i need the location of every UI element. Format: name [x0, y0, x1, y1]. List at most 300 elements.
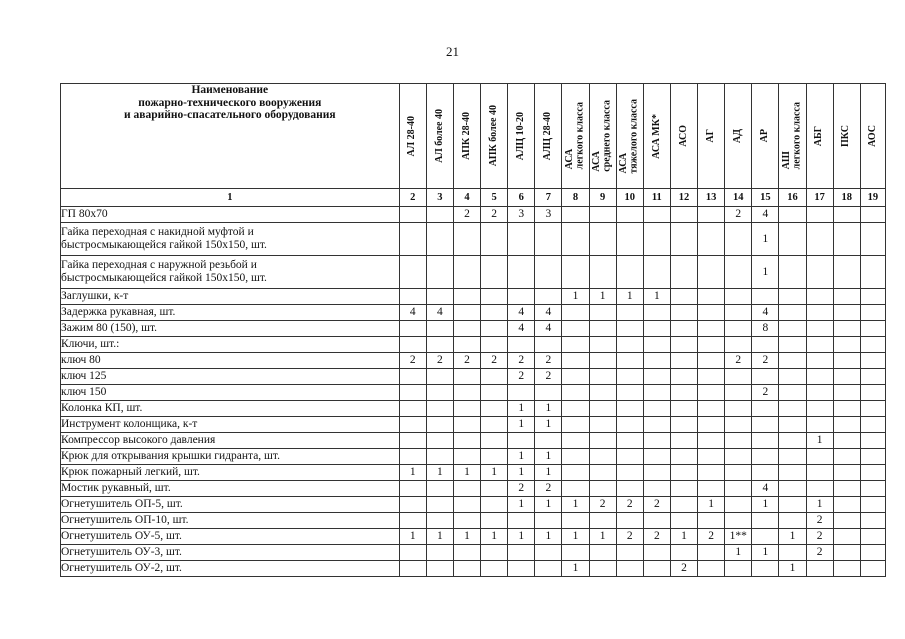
row-value [670, 545, 697, 561]
row-value: 1 [508, 497, 535, 513]
row-value [779, 223, 806, 256]
row-value [453, 256, 480, 289]
table-row [61, 545, 886, 561]
row-value: 2 [399, 353, 426, 369]
row-value [725, 223, 752, 256]
row-value [426, 223, 453, 256]
column-header [643, 84, 670, 189]
row-value [481, 289, 508, 305]
row-value [725, 417, 752, 433]
row-value [806, 321, 833, 337]
column-header [779, 84, 806, 189]
row-value [562, 337, 589, 353]
row-value [833, 529, 860, 545]
row-value [616, 401, 643, 417]
row-value: 1 [535, 497, 562, 513]
row-value [453, 401, 480, 417]
row-value [399, 433, 426, 449]
row-value: 2 [616, 529, 643, 545]
row-value: 1 [508, 401, 535, 417]
column-header [535, 84, 562, 189]
row-value: 2 [752, 385, 779, 401]
row-value [833, 337, 860, 353]
row-value: 2 [752, 353, 779, 369]
row-value [399, 369, 426, 385]
table-row [61, 481, 886, 497]
column-header [860, 84, 885, 189]
column-header [562, 84, 589, 189]
row-value: 2 [508, 481, 535, 497]
row-value [779, 417, 806, 433]
row-value [670, 337, 697, 353]
row-value [860, 385, 885, 401]
column-header [589, 84, 616, 189]
column-number: 13 [698, 189, 725, 207]
row-value [616, 256, 643, 289]
row-value: 1 [508, 529, 535, 545]
row-value: 3 [535, 207, 562, 223]
row-value [589, 465, 616, 481]
row-value [806, 223, 833, 256]
row-value [589, 417, 616, 433]
column-header-label: АПК 28-40 [460, 112, 472, 160]
row-value [426, 433, 453, 449]
column-number: 2 [399, 189, 426, 207]
row-value [562, 433, 589, 449]
column-header-label: АСА тяжелого класса [618, 98, 640, 174]
row-value [752, 433, 779, 449]
row-value [860, 256, 885, 289]
row-value: 2 [725, 353, 752, 369]
row-name: Огнетушитель ОУ-5, шт. [61, 529, 400, 545]
row-value: 2 [535, 481, 562, 497]
row-value [698, 321, 725, 337]
row-value [670, 207, 697, 223]
row-value [806, 289, 833, 305]
row-value [806, 385, 833, 401]
row-value: 1 [535, 401, 562, 417]
row-value [779, 385, 806, 401]
row-value [670, 417, 697, 433]
column-number: 11 [643, 189, 670, 207]
row-value [833, 481, 860, 497]
row-value [698, 337, 725, 353]
row-value [670, 401, 697, 417]
row-value [698, 433, 725, 449]
column-number-row [61, 189, 886, 207]
row-value: 1 [806, 433, 833, 449]
row-value [698, 449, 725, 465]
column-number: 10 [616, 189, 643, 207]
row-value [670, 433, 697, 449]
row-value [752, 289, 779, 305]
column-number: 14 [725, 189, 752, 207]
row-value [698, 353, 725, 369]
row-value: 1 [643, 289, 670, 305]
row-value [426, 369, 453, 385]
table-row [61, 529, 886, 545]
row-value [562, 465, 589, 481]
row-value [725, 401, 752, 417]
row-value [399, 561, 426, 577]
row-value: 4 [535, 321, 562, 337]
row-value [806, 449, 833, 465]
row-value [779, 321, 806, 337]
row-value [670, 321, 697, 337]
column-header-label: АЛЦ 10-20 [514, 111, 526, 161]
row-value [698, 289, 725, 305]
row-value [670, 305, 697, 321]
column-header-label: АГ [704, 129, 716, 143]
table-row [61, 433, 886, 449]
column-header-label: АЛЦ 28-40 [542, 111, 554, 161]
row-value: 2 [806, 529, 833, 545]
row-value: 1 [535, 465, 562, 481]
row-value [806, 337, 833, 353]
table-row [61, 223, 886, 256]
row-value [698, 207, 725, 223]
column-header-label: АСА МК* [650, 113, 662, 159]
row-value [725, 465, 752, 481]
row-value [698, 223, 725, 256]
row-value [698, 305, 725, 321]
row-value [752, 513, 779, 529]
row-value: 2 [806, 545, 833, 561]
row-name: Гайка переходная с наружной резьбой и быстросмыкающейся гайкой 150х150, шт. [61, 256, 400, 289]
row-value [481, 545, 508, 561]
row-value [670, 369, 697, 385]
row-value [806, 417, 833, 433]
column-number: 6 [508, 189, 535, 207]
row-value: 1 [779, 529, 806, 545]
row-value [589, 545, 616, 561]
row-value [643, 561, 670, 577]
row-value [426, 385, 453, 401]
row-value [725, 321, 752, 337]
row-value: 1 [752, 497, 779, 513]
row-value: 2 [698, 529, 725, 545]
row-value [806, 401, 833, 417]
row-value [860, 513, 885, 529]
row-value [806, 256, 833, 289]
row-value [481, 385, 508, 401]
row-value [453, 305, 480, 321]
row-value: 1 [752, 223, 779, 256]
row-value [562, 305, 589, 321]
row-value: 1 [481, 465, 508, 481]
row-value [833, 321, 860, 337]
column-number: 7 [535, 189, 562, 207]
row-value [426, 289, 453, 305]
row-value [860, 337, 885, 353]
table-row [61, 401, 886, 417]
column-header-label: АШ легкого класса [780, 102, 803, 170]
row-value [426, 207, 453, 223]
row-name: Крюк пожарный легкий, шт. [61, 465, 400, 481]
row-value [725, 561, 752, 577]
row-value: 4 [426, 305, 453, 321]
row-value [616, 337, 643, 353]
name-column-header [61, 84, 400, 189]
row-value [453, 433, 480, 449]
row-name: Гайка переходная с накидной муфтой и быстросмыкающейся гайкой 150х150, шт. [61, 223, 400, 256]
row-value [399, 513, 426, 529]
row-name: Ключи, шт.: [61, 337, 400, 353]
table-row [61, 321, 886, 337]
row-value [616, 433, 643, 449]
table-row [61, 207, 886, 223]
row-value: 2 [725, 207, 752, 223]
row-value [860, 545, 885, 561]
row-value [616, 305, 643, 321]
row-value [589, 401, 616, 417]
row-value [643, 433, 670, 449]
row-value [670, 513, 697, 529]
row-value [426, 561, 453, 577]
row-value: 1 [481, 529, 508, 545]
row-value [453, 289, 480, 305]
row-value [860, 529, 885, 545]
row-value [562, 369, 589, 385]
column-header [616, 84, 643, 189]
row-value [426, 513, 453, 529]
column-header [453, 84, 480, 189]
row-value [643, 305, 670, 321]
row-value [725, 337, 752, 353]
row-value [426, 481, 453, 497]
row-value: 2 [643, 529, 670, 545]
row-value [535, 561, 562, 577]
row-value [860, 305, 885, 321]
row-value [779, 207, 806, 223]
row-value [562, 256, 589, 289]
row-value [481, 481, 508, 497]
row-value [399, 256, 426, 289]
column-header-label: АЛ более 40 [433, 109, 445, 163]
row-value [535, 545, 562, 561]
column-number: 1 [61, 189, 400, 207]
row-value: 2 [426, 353, 453, 369]
row-value [643, 207, 670, 223]
name-column-header-text: Наименование пожарно-технического вооружения и аварийно-спасательного оборудования [124, 84, 336, 122]
row-value [725, 369, 752, 385]
row-value [725, 513, 752, 529]
table-row [61, 369, 886, 385]
row-value [779, 289, 806, 305]
row-value: 2 [481, 353, 508, 369]
row-value [562, 207, 589, 223]
table-row [61, 353, 886, 369]
row-value: 1 [562, 289, 589, 305]
row-value [562, 353, 589, 369]
row-value: 1 [589, 289, 616, 305]
row-value [698, 385, 725, 401]
row-value [860, 289, 885, 305]
row-value [616, 449, 643, 465]
row-value [860, 417, 885, 433]
row-value: 2 [616, 497, 643, 513]
column-header [508, 84, 535, 189]
row-value [860, 481, 885, 497]
row-value [399, 417, 426, 433]
column-header [725, 84, 752, 189]
row-value: 1 [779, 561, 806, 577]
row-value [589, 449, 616, 465]
row-value [426, 497, 453, 513]
column-header-label: АБГ [813, 125, 825, 147]
row-value [752, 465, 779, 481]
row-name: Огнетушитель ОП-10, шт. [61, 513, 400, 529]
row-value [779, 497, 806, 513]
row-value [806, 561, 833, 577]
row-value [643, 481, 670, 497]
row-value: 1 [752, 256, 779, 289]
row-value [616, 223, 643, 256]
row-value [806, 369, 833, 385]
row-value [481, 337, 508, 353]
row-value: 1 [453, 465, 480, 481]
row-value [589, 353, 616, 369]
row-value: 2 [589, 497, 616, 513]
row-value [860, 465, 885, 481]
row-value [752, 401, 779, 417]
row-value: 1 [616, 289, 643, 305]
column-header-label: АПК более 40 [487, 105, 499, 167]
row-value [616, 417, 643, 433]
row-value [426, 545, 453, 561]
row-value: 3 [508, 207, 535, 223]
row-value [779, 353, 806, 369]
column-number: 16 [779, 189, 806, 207]
row-name: Огнетушитель ОП-5, шт. [61, 497, 400, 513]
row-value [860, 353, 885, 369]
row-name: Компрессор высокого давления [61, 433, 400, 449]
row-value [508, 433, 535, 449]
column-number: 3 [426, 189, 453, 207]
row-name: Огнетушитель ОУ-3, шт. [61, 545, 400, 561]
row-value [562, 449, 589, 465]
row-value [833, 289, 860, 305]
column-number: 9 [589, 189, 616, 207]
row-value [833, 465, 860, 481]
row-value [752, 529, 779, 545]
table-row [61, 449, 886, 465]
column-header-label: АСА легкого класса [563, 102, 586, 170]
row-value: 1 [399, 529, 426, 545]
column-header [698, 84, 725, 189]
row-value [508, 256, 535, 289]
row-value [453, 561, 480, 577]
row-value [779, 337, 806, 353]
row-value [399, 481, 426, 497]
row-value: 2 [806, 513, 833, 529]
row-value [833, 401, 860, 417]
table-row [61, 305, 886, 321]
row-value [752, 337, 779, 353]
row-value [643, 256, 670, 289]
row-value [481, 497, 508, 513]
row-name: Огнетушитель ОУ-2, шт. [61, 561, 400, 577]
row-value: 2 [508, 369, 535, 385]
row-value [453, 337, 480, 353]
table-body [61, 207, 886, 577]
row-value [426, 401, 453, 417]
row-value [481, 401, 508, 417]
row-value [833, 545, 860, 561]
row-value [643, 417, 670, 433]
row-value [670, 385, 697, 401]
row-value [589, 305, 616, 321]
row-value [860, 223, 885, 256]
row-value [535, 223, 562, 256]
row-value [399, 385, 426, 401]
row-value: 1 [562, 497, 589, 513]
row-value [725, 256, 752, 289]
row-value [833, 207, 860, 223]
column-header-label: АР [759, 129, 771, 143]
row-value [508, 545, 535, 561]
column-header-label: АСА среднего класса [591, 100, 613, 172]
row-name: Инструмент колонщика, к-т [61, 417, 400, 433]
row-value [508, 289, 535, 305]
row-name: Мостик рукавный, шт. [61, 481, 400, 497]
row-value [725, 289, 752, 305]
page-number: 21 [446, 44, 459, 59]
row-value [616, 513, 643, 529]
row-value [453, 513, 480, 529]
row-value [616, 207, 643, 223]
row-value [399, 401, 426, 417]
row-value [399, 321, 426, 337]
row-value [643, 337, 670, 353]
row-value [616, 321, 643, 337]
row-value [860, 561, 885, 577]
row-value [698, 513, 725, 529]
row-value [589, 385, 616, 401]
row-value [833, 369, 860, 385]
row-value [589, 433, 616, 449]
row-value [779, 433, 806, 449]
row-name: ГП 80х70 [61, 207, 400, 223]
row-value [481, 369, 508, 385]
row-value [670, 289, 697, 305]
row-value: 1 [426, 529, 453, 545]
row-value [589, 321, 616, 337]
row-value [616, 481, 643, 497]
row-value: 1 [508, 417, 535, 433]
row-value: 1 [670, 529, 697, 545]
row-value: 2 [481, 207, 508, 223]
row-value [616, 353, 643, 369]
table-row [61, 417, 886, 433]
column-header-label: АЛ 28-40 [406, 115, 418, 157]
row-value [670, 256, 697, 289]
row-value [508, 561, 535, 577]
row-value [481, 513, 508, 529]
row-value [562, 401, 589, 417]
row-value: 4 [752, 481, 779, 497]
row-value [643, 385, 670, 401]
row-value [426, 321, 453, 337]
row-value [616, 561, 643, 577]
row-value: 1 [535, 449, 562, 465]
row-value [833, 353, 860, 369]
row-value [698, 481, 725, 497]
row-value: 2 [453, 353, 480, 369]
row-value [833, 305, 860, 321]
row-name: ключ 125 [61, 369, 400, 385]
row-value: 4 [508, 321, 535, 337]
